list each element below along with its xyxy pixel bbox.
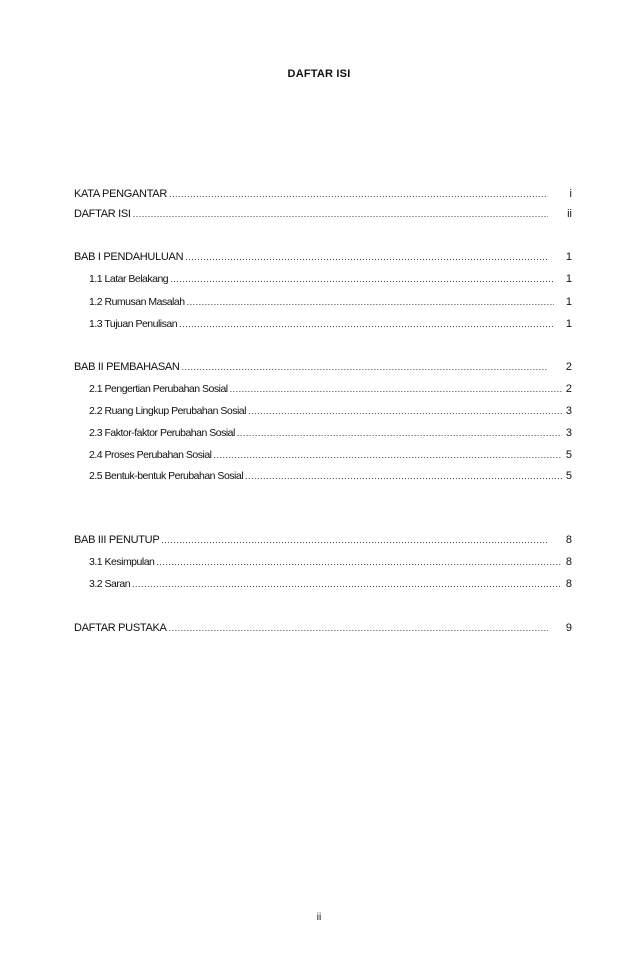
toc-entry-label: DAFTAR PUSTAKA bbox=[74, 622, 167, 634]
toc-entry-page: 2 bbox=[565, 383, 572, 395]
toc-entry-2-4 bbox=[89, 447, 572, 463]
dot-leader bbox=[182, 359, 548, 375]
dot-leader bbox=[169, 620, 548, 636]
toc-entry-1-1 bbox=[89, 271, 572, 287]
toc-entry-label: DAFTAR ISI bbox=[74, 208, 131, 220]
dot-leader bbox=[161, 532, 548, 548]
toc-entry-2-5 bbox=[89, 468, 572, 484]
toc-entry-bab-3 bbox=[74, 532, 572, 548]
toc-entry-label: 1.2 Rumusan Masalah bbox=[89, 296, 185, 308]
toc-entry-label: 2.4 Proses Perubahan Sosial bbox=[89, 449, 212, 461]
toc-entry-daftar-pustaka bbox=[74, 620, 572, 636]
toc-entry-1-2 bbox=[89, 294, 572, 310]
toc-entry-label: 3.1 Kesimpulan bbox=[89, 556, 155, 568]
toc-entry-label: 2.2 Ruang Lingkup Perubahan Sosial bbox=[89, 405, 246, 417]
toc-entry-3-2 bbox=[89, 576, 572, 592]
toc-entry-page: 1 bbox=[565, 251, 572, 263]
toc-entry-bab-1 bbox=[74, 249, 572, 265]
toc-entry-page: 3 bbox=[565, 405, 572, 417]
toc-entry-label: BAB I PENDAHULUAN bbox=[74, 251, 184, 263]
toc-entry-page: 1 bbox=[565, 318, 572, 330]
toc-entry-label: 1.1 Latar Belakang bbox=[89, 273, 169, 285]
toc-entry-2-1 bbox=[89, 381, 572, 397]
page-number: ii bbox=[316, 912, 322, 923]
toc-entry-label: 3.2 Saran bbox=[89, 578, 131, 590]
dot-leader bbox=[214, 447, 562, 463]
toc-entry-page: i bbox=[569, 188, 572, 200]
dot-leader bbox=[170, 271, 554, 287]
toc-entry-label: KATA PENGANTAR bbox=[74, 188, 167, 200]
dot-leader bbox=[230, 381, 562, 397]
dot-leader bbox=[179, 316, 554, 332]
toc-entry-label: 2.1 Pengertian Perubahan Sosial bbox=[89, 383, 228, 395]
dot-leader bbox=[248, 403, 562, 419]
dot-leader bbox=[132, 576, 562, 592]
toc-entry-daftar-isi bbox=[74, 206, 572, 222]
toc-entry-page: 2 bbox=[565, 361, 572, 373]
dot-leader bbox=[133, 206, 548, 222]
toc-entry-page: 1 bbox=[565, 296, 572, 308]
toc-entry-label: 1.3 Tujuan Penulisan bbox=[89, 318, 178, 330]
toc-entry-page: 8 bbox=[565, 578, 572, 590]
toc-entry-kata-pengantar bbox=[74, 186, 572, 202]
toc-entry-page: 8 bbox=[565, 556, 572, 568]
toc-entry-page: 5 bbox=[565, 470, 572, 482]
toc-entry-page: 5 bbox=[565, 449, 572, 461]
toc-entry-label: 2.3 Faktor-faktor Perubahan Sosial bbox=[89, 427, 235, 439]
toc-entry-label: 2.5 Bentuk-bentuk Perubahan Sosial bbox=[89, 470, 244, 482]
toc-entry-bab-2 bbox=[74, 359, 572, 375]
toc-entry-2-3 bbox=[89, 425, 572, 441]
page-title: DAFTAR ISI bbox=[287, 68, 351, 80]
toc-entry-2-2 bbox=[89, 403, 572, 419]
toc-entry-label: BAB II PEMBAHASAN bbox=[74, 361, 180, 373]
toc-entry-3-1 bbox=[89, 554, 572, 570]
dot-leader bbox=[245, 468, 562, 484]
toc-entry-label: BAB III PENUTUP bbox=[74, 534, 160, 546]
toc-entry-page: 8 bbox=[565, 534, 572, 546]
dot-leader bbox=[185, 249, 548, 265]
toc-entry-1-3 bbox=[89, 316, 572, 332]
toc-entry-page: 3 bbox=[565, 427, 572, 439]
dot-leader bbox=[156, 554, 562, 570]
toc-entry-page: 9 bbox=[565, 622, 572, 634]
toc-entry-page: ii bbox=[567, 208, 572, 220]
toc-entry-page: 1 bbox=[565, 273, 572, 285]
dot-leader bbox=[187, 294, 554, 310]
dot-leader bbox=[237, 425, 562, 441]
dot-leader bbox=[169, 186, 548, 202]
